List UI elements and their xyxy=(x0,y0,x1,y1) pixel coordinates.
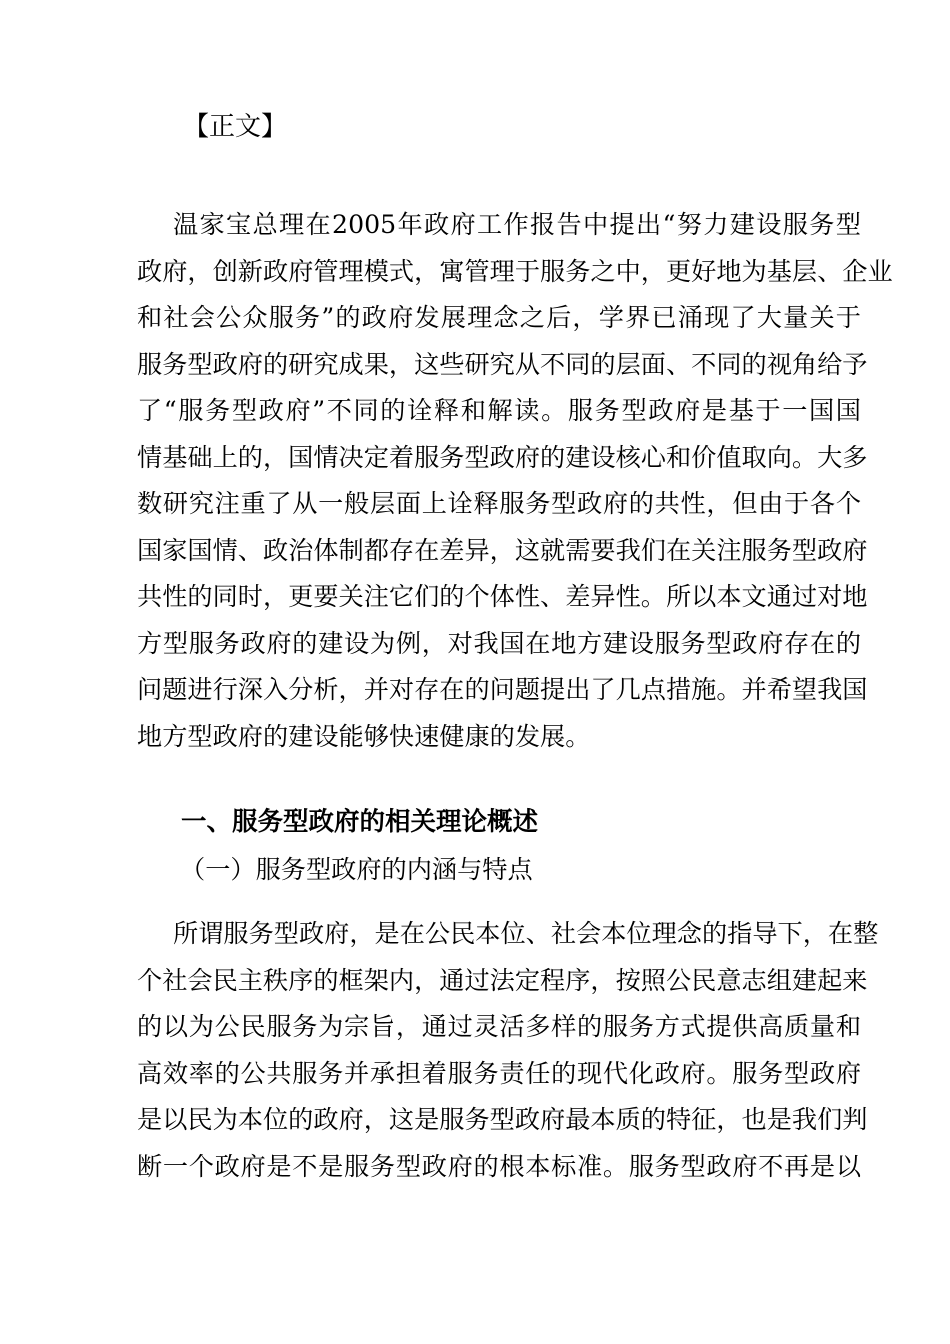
paragraph-line: 问题进行深入分析，并对存在的问题提出了几点措施。并希望我国 xyxy=(137,675,868,704)
paragraph-line: 是以民为本位的政府，这是服务型政府最本质的特征，也是我们判 xyxy=(137,1105,868,1134)
definition-paragraph xyxy=(137,911,879,1190)
paragraph-line: 服务型政府的研究成果，这些研究从不同的层面、不同的视角给予 xyxy=(137,349,868,379)
paragraph-line: 共性的同时，更要关注它们的个体性、差异性。所以本文通过对地 xyxy=(137,582,868,611)
paragraph-line: 高效率的公共服务并承担着服务责任的现代化政府。服务型政府 xyxy=(137,1058,861,1088)
paragraph-line: 地方型政府的建设能够快速健康的发展。 xyxy=(137,721,591,751)
paragraph-line: 所谓服务型政府，是在公民本位、社会本位理念的指导下，在整 xyxy=(173,919,879,948)
paragraph-line: 情基础上的，国情决定着服务型政府的建设核心和价值取向。大多 xyxy=(137,442,868,472)
paragraph-line: 个社会民主秩序的框架内，通过法定程序，按照公民意志组建起来 xyxy=(137,965,868,995)
paragraph-line: 了“服务型政府”不同的诠释和解读。服务型政府是基于一国国 xyxy=(137,396,861,425)
paragraph-line: 方型服务政府的建设为例，对我国在地方建设服务型政府存在的 xyxy=(137,628,861,658)
paragraph-line: 温家宝总理在2005年政府工作报告中提出“努力建设服务型 xyxy=(173,210,861,239)
subsection-heading: （一）服务型政府的内涵与特点 xyxy=(180,855,533,884)
paragraph-line: 的以为公民服务为宗旨，通过灵活多样的服务方式提供高质量和 xyxy=(137,1012,861,1041)
paragraph-line: 断一个政府是不是服务型政府的根本标准。服务型政府不再是以 xyxy=(137,1151,861,1181)
paragraph-line: 和社会公众服务”的政府发展理念之后，学界已涌现了大量关于 xyxy=(137,303,861,332)
paragraph-line: 数研究注重了从一般层面上诠释服务型政府的共性，但由于各个 xyxy=(137,489,861,518)
section-label: 【正文】 xyxy=(183,112,288,142)
intro-paragraph xyxy=(137,202,893,760)
section-heading: 一、服务型政府的相关理论概述 xyxy=(181,807,539,837)
paragraph-line: 国家国情、政治体制都存在差异，这就需要我们在关注服务型政府 xyxy=(137,535,868,565)
paragraph-line: 政府，创新政府管理模式，寓管理于服务之中，更好地为基层、企业 xyxy=(137,256,893,286)
